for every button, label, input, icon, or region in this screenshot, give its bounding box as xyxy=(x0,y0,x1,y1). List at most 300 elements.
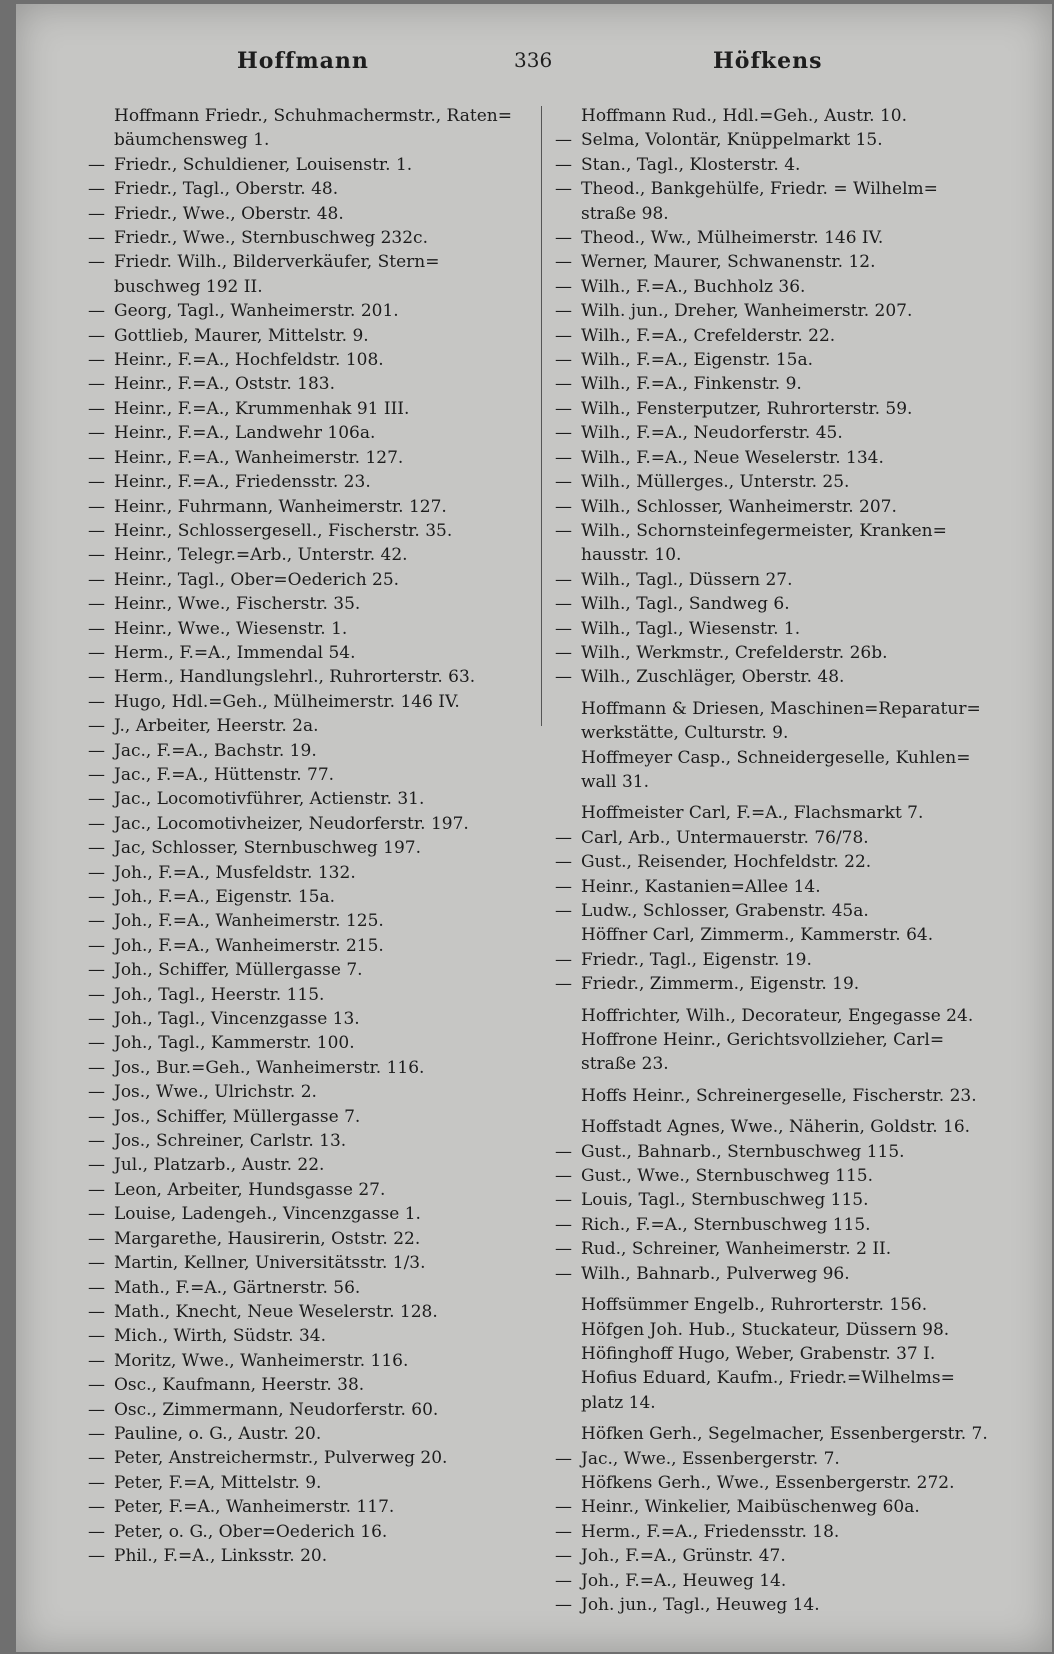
directory-entry xyxy=(88,568,526,592)
entry-text: Hoffmeister Carl, F.=A., Flachsmarkt 7. xyxy=(581,803,924,824)
directory-entry xyxy=(88,1520,526,1544)
directory-entry xyxy=(555,948,995,972)
directory-entry xyxy=(555,697,995,721)
entry-text: Rich., F.=A., Sternbuschweg 115. xyxy=(581,1214,871,1235)
entry-dash: — xyxy=(88,1179,105,1200)
entry-text: Joh., F.=A., Grünstr. 47. xyxy=(581,1546,786,1567)
directory-entry xyxy=(88,1251,526,1275)
entry-dash: — xyxy=(88,203,105,224)
entry-dash: — xyxy=(88,911,105,932)
entry-text: Heinr., F.=A., Oststr. 183. xyxy=(114,374,335,395)
directory-entry xyxy=(555,923,995,947)
entry-text: Osc., Kaufmann, Heerstr. 38. xyxy=(114,1375,365,1396)
directory-entry xyxy=(88,1153,526,1177)
directory-entry xyxy=(88,372,526,396)
entry-dash: — xyxy=(88,179,105,200)
entry-text: Leon, Arbeiter, Hundsgasse 27. xyxy=(114,1179,386,1200)
entry-text: Theod., Ww., Mülheimerstr. 146 IV. xyxy=(581,228,884,249)
entry-dash: — xyxy=(555,447,572,468)
entry-dash: — xyxy=(88,228,105,249)
entry-text: Wilh., Tagl., Wiesenstr. 1. xyxy=(581,618,801,639)
directory-entry xyxy=(88,1495,526,1519)
directory-entry xyxy=(555,1140,995,1164)
directory-entry xyxy=(88,1324,526,1348)
entry-dash: — xyxy=(555,642,572,663)
entry-dash: — xyxy=(88,325,105,346)
directory-entry xyxy=(88,812,526,836)
directory-entry xyxy=(555,1318,995,1342)
directory-entry xyxy=(88,446,526,470)
entry-dash: — xyxy=(555,398,572,419)
directory-entry xyxy=(555,1115,995,1139)
directory-entry xyxy=(555,519,995,543)
directory-entry xyxy=(88,1031,526,1055)
left-column xyxy=(88,104,526,1568)
directory-entry xyxy=(555,721,995,745)
entry-text: Höfinghoff Hugo, Weber, Grabenstr. 37 I. xyxy=(581,1343,936,1364)
directory-entry xyxy=(88,665,526,689)
directory-entry xyxy=(555,470,995,494)
directory-entry xyxy=(88,1178,526,1202)
entry-dash: — xyxy=(555,350,572,371)
directory-entry xyxy=(88,397,526,421)
entry-text: Jac., Wwe., Essenbergerstr. 7. xyxy=(581,1448,840,1469)
directory-entry xyxy=(88,690,526,714)
entry-text: Joh., F.=A., Wanheimerstr. 215. xyxy=(114,935,384,956)
header-right-keyword: Höfkens xyxy=(713,48,823,74)
entry-text: buschweg 192 II. xyxy=(114,276,263,297)
entry-dash: — xyxy=(88,496,105,517)
entry-dash: — xyxy=(88,569,105,590)
directory-entry xyxy=(555,1004,995,1028)
entry-text: Moritz, Wwe., Wanheimerstr. 116. xyxy=(114,1350,409,1371)
entry-text: Wilh., F.=A., Crefelderstr. 22. xyxy=(581,325,836,346)
entry-dash: — xyxy=(88,838,105,859)
entry-dash: — xyxy=(555,852,572,873)
entry-dash: — xyxy=(555,974,572,995)
entry-text: Friedr., Tagl., Oberstr. 48. xyxy=(114,179,339,200)
entry-text: Joh., Tagl., Heerstr. 115. xyxy=(114,984,325,1005)
directory-entry xyxy=(555,153,995,177)
directory-entry xyxy=(555,446,995,470)
directory-entry xyxy=(88,714,526,738)
directory-entry xyxy=(555,397,995,421)
directory-entry xyxy=(555,1262,995,1286)
entry-text: Joh., Schiffer, Müllergasse 7. xyxy=(114,960,363,981)
entry-dash: — xyxy=(555,1546,572,1567)
entry-text: Wilh., F.=A., Finkenstr. 9. xyxy=(581,374,802,395)
directory-entry xyxy=(555,543,995,567)
entry-dash: — xyxy=(88,374,105,395)
entry-dash: — xyxy=(555,594,572,615)
entry-dash: — xyxy=(555,827,572,848)
entry-dash: — xyxy=(555,496,572,517)
directory-entry xyxy=(555,1164,995,1188)
entry-dash: — xyxy=(88,1277,105,1298)
entry-dash: — xyxy=(555,949,572,970)
directory-entry xyxy=(88,1276,526,1300)
entry-text: Jul., Platzarb., Austr. 22. xyxy=(114,1155,325,1176)
entry-text: Gust., Wwe., Sternbuschweg 115. xyxy=(581,1166,873,1187)
directory-entry xyxy=(88,1080,526,1104)
entry-dash: — xyxy=(555,228,572,249)
directory-entry xyxy=(88,934,526,958)
directory-entry xyxy=(555,421,995,445)
entry-dash: — xyxy=(555,1497,572,1518)
directory-entry xyxy=(555,348,995,372)
entry-text: Joh., F.=A., Musfeldstr. 132. xyxy=(114,862,356,883)
entry-dash: — xyxy=(88,862,105,883)
directory-entry xyxy=(88,836,526,860)
entry-dash: — xyxy=(88,960,105,981)
entry-text: werkstätte, Culturstr. 9. xyxy=(581,723,789,744)
entry-text: Jac., Locomotivführer, Actienstr. 31. xyxy=(114,789,425,810)
entry-dash: — xyxy=(88,935,105,956)
entry-text: Peter, Anstreichermstr., Pulverweg 20. xyxy=(114,1448,448,1469)
entry-text: Gottlieb, Maurer, Mittelstr. 9. xyxy=(114,325,369,346)
entry-text: Werner, Maurer, Schwanenstr. 12. xyxy=(581,252,876,273)
entry-text: Gust., Bahnarb., Sternbuschweg 115. xyxy=(581,1141,905,1162)
directory-entry xyxy=(555,1422,995,1446)
entry-text: Wilh., Werkmstr., Crefelderstr. 26b. xyxy=(581,642,888,663)
entry-dash: — xyxy=(555,1594,572,1615)
directory-entry xyxy=(555,875,995,899)
directory-entry xyxy=(555,1495,995,1519)
entry-dash: — xyxy=(88,1521,105,1542)
entry-dash: — xyxy=(88,716,105,737)
directory-entry xyxy=(555,299,995,323)
directory-entry xyxy=(88,909,526,933)
entry-dash: — xyxy=(88,520,105,541)
entry-text: wall 31. xyxy=(581,771,649,792)
entry-dash: — xyxy=(555,1166,572,1187)
entry-text: Heinr., Telegr.=Arb., Unterstr. 42. xyxy=(114,545,408,566)
entry-dash: — xyxy=(555,301,572,322)
entry-dash: — xyxy=(555,1448,572,1469)
directory-entry xyxy=(88,153,526,177)
entry-dash: — xyxy=(88,1106,105,1127)
directory-entry xyxy=(555,826,995,850)
entry-dash: — xyxy=(555,901,572,921)
entry-text: Wilh. jun., Dreher, Wanheimerstr. 207. xyxy=(581,301,913,322)
entry-text: Joh., F.=A., Heuweg 14. xyxy=(581,1570,787,1591)
page-number: 336 xyxy=(514,48,553,72)
entry-text: Wilh., Zuschläger, Oberstr. 48. xyxy=(581,667,845,688)
entry-text: bäumchensweg 1. xyxy=(114,130,270,151)
entry-text: Ludw., Schlosser, Grabenstr. 45a. xyxy=(581,901,869,921)
directory-entry xyxy=(88,421,526,445)
entry-dash: — xyxy=(88,1131,105,1152)
directory-entry xyxy=(555,324,995,348)
directory-entry xyxy=(88,1471,526,1495)
entry-dash: — xyxy=(555,130,572,151)
directory-entry xyxy=(88,348,526,372)
directory-entry xyxy=(88,861,526,885)
directory-entry xyxy=(555,1213,995,1237)
entry-dash: — xyxy=(555,472,572,493)
entry-dash: — xyxy=(555,154,572,175)
directory-entry xyxy=(555,202,995,226)
entry-text: Jac., F.=A., Bachstr. 19. xyxy=(114,740,317,761)
entry-text: Joh., F.=A., Wanheimerstr. 125. xyxy=(114,911,384,932)
entry-text: Heinr., Kastanien=Allee 14. xyxy=(581,876,821,897)
entry-text: Jac., F.=A., Hüttenstr. 77. xyxy=(114,764,335,785)
entry-dash: — xyxy=(88,398,105,419)
directory-entry xyxy=(88,519,526,543)
entry-text: Wilh., Tagl., Sandweg 6. xyxy=(581,594,790,615)
directory-entry xyxy=(88,1398,526,1422)
entry-dash: — xyxy=(88,1155,105,1176)
directory-entry xyxy=(555,746,995,770)
entry-dash: — xyxy=(88,1301,105,1322)
entry-dash: — xyxy=(88,618,105,639)
entry-text: Martin, Kellner, Universitätsstr. 1/3. xyxy=(114,1253,426,1274)
entry-text: Jac, Schlosser, Sternbuschweg 197. xyxy=(114,838,422,859)
entry-text: Wilh., F.=A., Neue Weselerstr. 134. xyxy=(581,447,884,468)
directory-entry xyxy=(555,1593,995,1617)
entry-text: Höffner Carl, Zimmerm., Kammerstr. 64. xyxy=(581,925,934,946)
entry-dash: — xyxy=(555,179,572,200)
entry-text: Louise, Ladengeh., Vincenzgasse 1. xyxy=(114,1204,421,1225)
directory-entry xyxy=(88,983,526,1007)
entry-dash: — xyxy=(88,154,105,175)
directory-entry xyxy=(555,1391,995,1415)
entry-text: Peter, F.=A, Mittelstr. 9. xyxy=(114,1472,322,1493)
directory-entry xyxy=(555,495,995,519)
directory-entry xyxy=(88,299,526,323)
directory-entry xyxy=(555,899,995,923)
directory-entry xyxy=(555,1447,995,1471)
directory-entry xyxy=(88,1105,526,1129)
entry-text: Hoffmeyer Casp., Schneidergeselle, Kuhlen= xyxy=(581,747,971,768)
entry-text: Gust., Reisender, Hochfeldstr. 22. xyxy=(581,852,872,873)
entry-text: Hoffrone Heinr., Gerichtsvollzieher, Carl= xyxy=(581,1030,945,1051)
entry-text: Hoffs Heinr., Schreinergeselle, Fischerstr. 23. xyxy=(581,1085,977,1106)
entry-text: straße 23. xyxy=(581,1054,669,1075)
entry-dash: — xyxy=(555,252,572,273)
entry-dash: — xyxy=(88,447,105,468)
directory-entry xyxy=(555,770,995,794)
entry-text: Math., F.=A., Gärtnerstr. 56. xyxy=(114,1277,361,1298)
entry-text: Jos., Wwe., Ulrichstr. 2. xyxy=(114,1082,317,1103)
entry-text: Jos., Schreiner, Carlstr. 13. xyxy=(114,1131,347,1152)
directory-entry xyxy=(555,1544,995,1568)
directory-entry xyxy=(88,275,526,299)
directory-entry xyxy=(88,617,526,641)
directory-entry xyxy=(555,568,995,592)
entry-text: Pauline, o. G., Austr. 20. xyxy=(114,1423,322,1444)
entry-text: Wilh., Müllerges., Unterstr. 25. xyxy=(581,472,850,493)
directory-entry xyxy=(555,1366,995,1390)
directory-entry xyxy=(88,1227,526,1251)
entry-text: Herm., F.=A., Friedensstr. 18. xyxy=(581,1521,840,1542)
directory-entry xyxy=(555,617,995,641)
entry-text: Jos., Schiffer, Müllergasse 7. xyxy=(114,1106,361,1127)
entry-text: Wilh., F.=A., Eigenstr. 15a. xyxy=(581,350,814,371)
entry-text: Joh. jun., Tagl., Heuweg 14. xyxy=(581,1594,820,1615)
entry-text: Georg, Tagl., Wanheimerstr. 201. xyxy=(114,301,399,322)
entry-dash: — xyxy=(88,1326,105,1347)
entry-text: Heinr., F.=A., Hochfeldstr. 108. xyxy=(114,350,384,371)
directory-entry xyxy=(88,104,526,128)
entry-text: Herm., F.=A., Immendal 54. xyxy=(114,642,356,663)
directory-entry xyxy=(555,850,995,874)
entry-text: Hoffsümmer Engelb., Ruhrorterstr. 156. xyxy=(581,1295,928,1316)
directory-entry xyxy=(88,739,526,763)
directory-entry xyxy=(555,1569,995,1593)
entry-dash: — xyxy=(88,667,105,688)
directory-entry xyxy=(555,1342,995,1366)
entry-text: Hoffstadt Agnes, Wwe., Näherin, Goldstr. 16. xyxy=(581,1117,971,1138)
entry-text: Hoffmann & Driesen, Maschinen=Reparatur= xyxy=(581,698,981,719)
entry-dash: — xyxy=(88,1399,105,1420)
entry-dash: — xyxy=(88,1204,105,1225)
entry-dash: — xyxy=(88,1082,105,1103)
entry-text: Hoffmann Rud., Hdl.=Geh., Austr. 10. xyxy=(581,106,908,126)
entry-text: Wilh., Tagl., Düssern 27. xyxy=(581,569,793,590)
entry-dash: — xyxy=(555,1239,572,1260)
entry-text: Joh., Tagl., Kammerstr. 100. xyxy=(114,1033,355,1054)
directory-entry xyxy=(555,177,995,201)
directory-entry xyxy=(88,1007,526,1031)
entry-dash: — xyxy=(88,1545,105,1566)
entry-text: Jos., Bur.=Geh., Wanheimerstr. 116. xyxy=(114,1057,425,1078)
page-header xyxy=(16,48,1052,84)
entry-text: Heinr., F.=A., Krummenhak 91 III. xyxy=(114,398,410,419)
entry-dash: — xyxy=(88,545,105,566)
entry-text: Peter, F.=A., Wanheimerstr. 117. xyxy=(114,1497,395,1518)
entry-dash: — xyxy=(555,1190,572,1211)
directory-entry xyxy=(88,1446,526,1470)
directory-entry xyxy=(555,641,995,665)
entry-dash: — xyxy=(88,1448,105,1469)
entry-text: Heinr., Wwe., Fischerstr. 35. xyxy=(114,594,361,615)
entry-text: platz 14. xyxy=(581,1392,656,1413)
entry-text: Phil., F.=A., Linksstr. 20. xyxy=(114,1545,328,1566)
entry-dash: — xyxy=(555,520,572,541)
entry-text: Höfgen Joh. Hub., Stuckateur, Düssern 98. xyxy=(581,1319,950,1340)
entry-text: Höfkens Gerh., Wwe., Essenbergerstr. 272. xyxy=(581,1472,955,1493)
directory-entry xyxy=(88,177,526,201)
entry-text: Hugo, Hdl.=Geh., Mülheimerstr. 146 IV. xyxy=(114,691,460,712)
entry-dash: — xyxy=(88,252,105,273)
directory-entry xyxy=(88,1373,526,1397)
entry-dash: — xyxy=(88,764,105,785)
directory-entry xyxy=(555,1052,995,1076)
directory-entry xyxy=(88,1544,526,1568)
header-left-keyword: Hoffmann xyxy=(237,48,369,74)
entry-dash: — xyxy=(88,472,105,493)
entry-text: hausstr. 10. xyxy=(581,545,682,566)
directory-entry xyxy=(555,1471,995,1495)
entry-text: Wilh., Schlosser, Wanheimerstr. 207. xyxy=(581,496,897,517)
entry-dash: — xyxy=(555,1141,572,1162)
entry-text: Rud., Schreiner, Wanheimerstr. 2 II. xyxy=(581,1239,892,1260)
directory-entry xyxy=(88,202,526,226)
directory-entry xyxy=(88,128,526,152)
entry-text: Heinr., Wwe., Wiesenstr. 1. xyxy=(114,618,348,639)
entry-text: Peter, o. G., Ober=Oederich 16. xyxy=(114,1521,388,1542)
entry-dash: — xyxy=(88,1009,105,1030)
entry-dash: — xyxy=(555,325,572,346)
entry-text: Friedr., Wwe., Sternbuschweg 232c. xyxy=(114,228,428,249)
directory-entry xyxy=(88,324,526,348)
directory-entry xyxy=(88,1056,526,1080)
entry-dash: — xyxy=(555,876,572,897)
entry-text: Heinr., F.=A., Wanheimerstr. 127. xyxy=(114,447,404,468)
directory-entry xyxy=(555,1188,995,1212)
entry-dash: — xyxy=(555,374,572,395)
directory-entry xyxy=(555,592,995,616)
directory-entry xyxy=(555,1293,995,1317)
directory-entry xyxy=(555,801,995,825)
entry-dash: — xyxy=(88,1253,105,1274)
entry-dash: — xyxy=(88,594,105,615)
entry-text: Friedr. Wilh., Bilderverkäufer, Stern= xyxy=(114,252,440,273)
entry-text: Joh., Tagl., Vincenzgasse 13. xyxy=(114,1009,360,1030)
entry-dash: — xyxy=(555,1521,572,1542)
directory-entry xyxy=(88,763,526,787)
entry-dash: — xyxy=(88,1033,105,1054)
directory-entry xyxy=(555,972,995,996)
directory-entry xyxy=(555,226,995,250)
entry-text: Heinr., Schlossergesell., Fischerstr. 35. xyxy=(114,520,453,541)
entry-dash: — xyxy=(555,423,572,444)
directory-entry xyxy=(88,250,526,274)
entry-text: Heinr., F.=A., Landwehr 106a. xyxy=(114,423,376,444)
entry-text: Wilh., Schornsteinfegermeister, Kranken= xyxy=(581,520,947,541)
entry-dash: — xyxy=(88,1497,105,1518)
entry-text: Friedr., Tagl., Eigenstr. 19. xyxy=(581,949,812,970)
entry-dash: — xyxy=(88,1423,105,1444)
entry-dash: — xyxy=(88,1472,105,1493)
directory-entry xyxy=(88,470,526,494)
directory-entry xyxy=(555,1520,995,1544)
entry-text: straße 98. xyxy=(581,203,669,224)
directory-entry xyxy=(88,1202,526,1226)
directory-entry xyxy=(555,1028,995,1052)
entry-dash: — xyxy=(88,813,105,834)
entry-text: Math., Knecht, Neue Weselerstr. 128. xyxy=(114,1301,438,1322)
entry-text: Osc., Zimmermann, Neudorferstr. 60. xyxy=(114,1399,439,1420)
entry-dash: — xyxy=(88,1228,105,1249)
entry-text: Mich., Wirth, Südstr. 34. xyxy=(114,1326,326,1347)
directory-entry xyxy=(88,1349,526,1373)
entry-text: Heinr., Winkelier, Maibüschenweg 60a. xyxy=(581,1497,920,1518)
entry-text: Stan., Tagl., Klosterstr. 4. xyxy=(581,154,801,175)
directory-entry xyxy=(88,1300,526,1324)
entry-text: Joh., F.=A., Eigenstr. 15a. xyxy=(114,887,336,907)
entry-text: Friedr., Wwe., Oberstr. 48. xyxy=(114,203,344,224)
entry-dash: — xyxy=(88,789,105,810)
entry-text: Höfken Gerh., Segelmacher, Essenbergerstr. 7. xyxy=(581,1424,988,1445)
directory-entry xyxy=(88,958,526,982)
entry-text: Wilh., F.=A., Neudorferstr. 45. xyxy=(581,423,843,444)
directory-page xyxy=(16,4,1052,1652)
entry-text: Heinr., Fuhrmann, Wanheimerstr. 127. xyxy=(114,496,447,517)
entry-dash: — xyxy=(88,423,105,444)
directory-entry xyxy=(555,275,995,299)
entry-text: Wilh., Fensterputzer, Ruhrorterstr. 59. xyxy=(581,398,913,419)
entry-dash: — xyxy=(88,740,105,761)
entry-dash: — xyxy=(88,887,105,907)
entry-text: Hoffrichter, Wilh., Decorateur, Engegasse 24. xyxy=(581,1005,974,1026)
entry-dash: — xyxy=(555,1570,572,1591)
entry-text: Jac., Locomotivheizer, Neudorferstr. 197. xyxy=(114,813,469,834)
right-column xyxy=(555,104,995,1617)
directory-entry xyxy=(555,1237,995,1261)
directory-entry xyxy=(88,543,526,567)
